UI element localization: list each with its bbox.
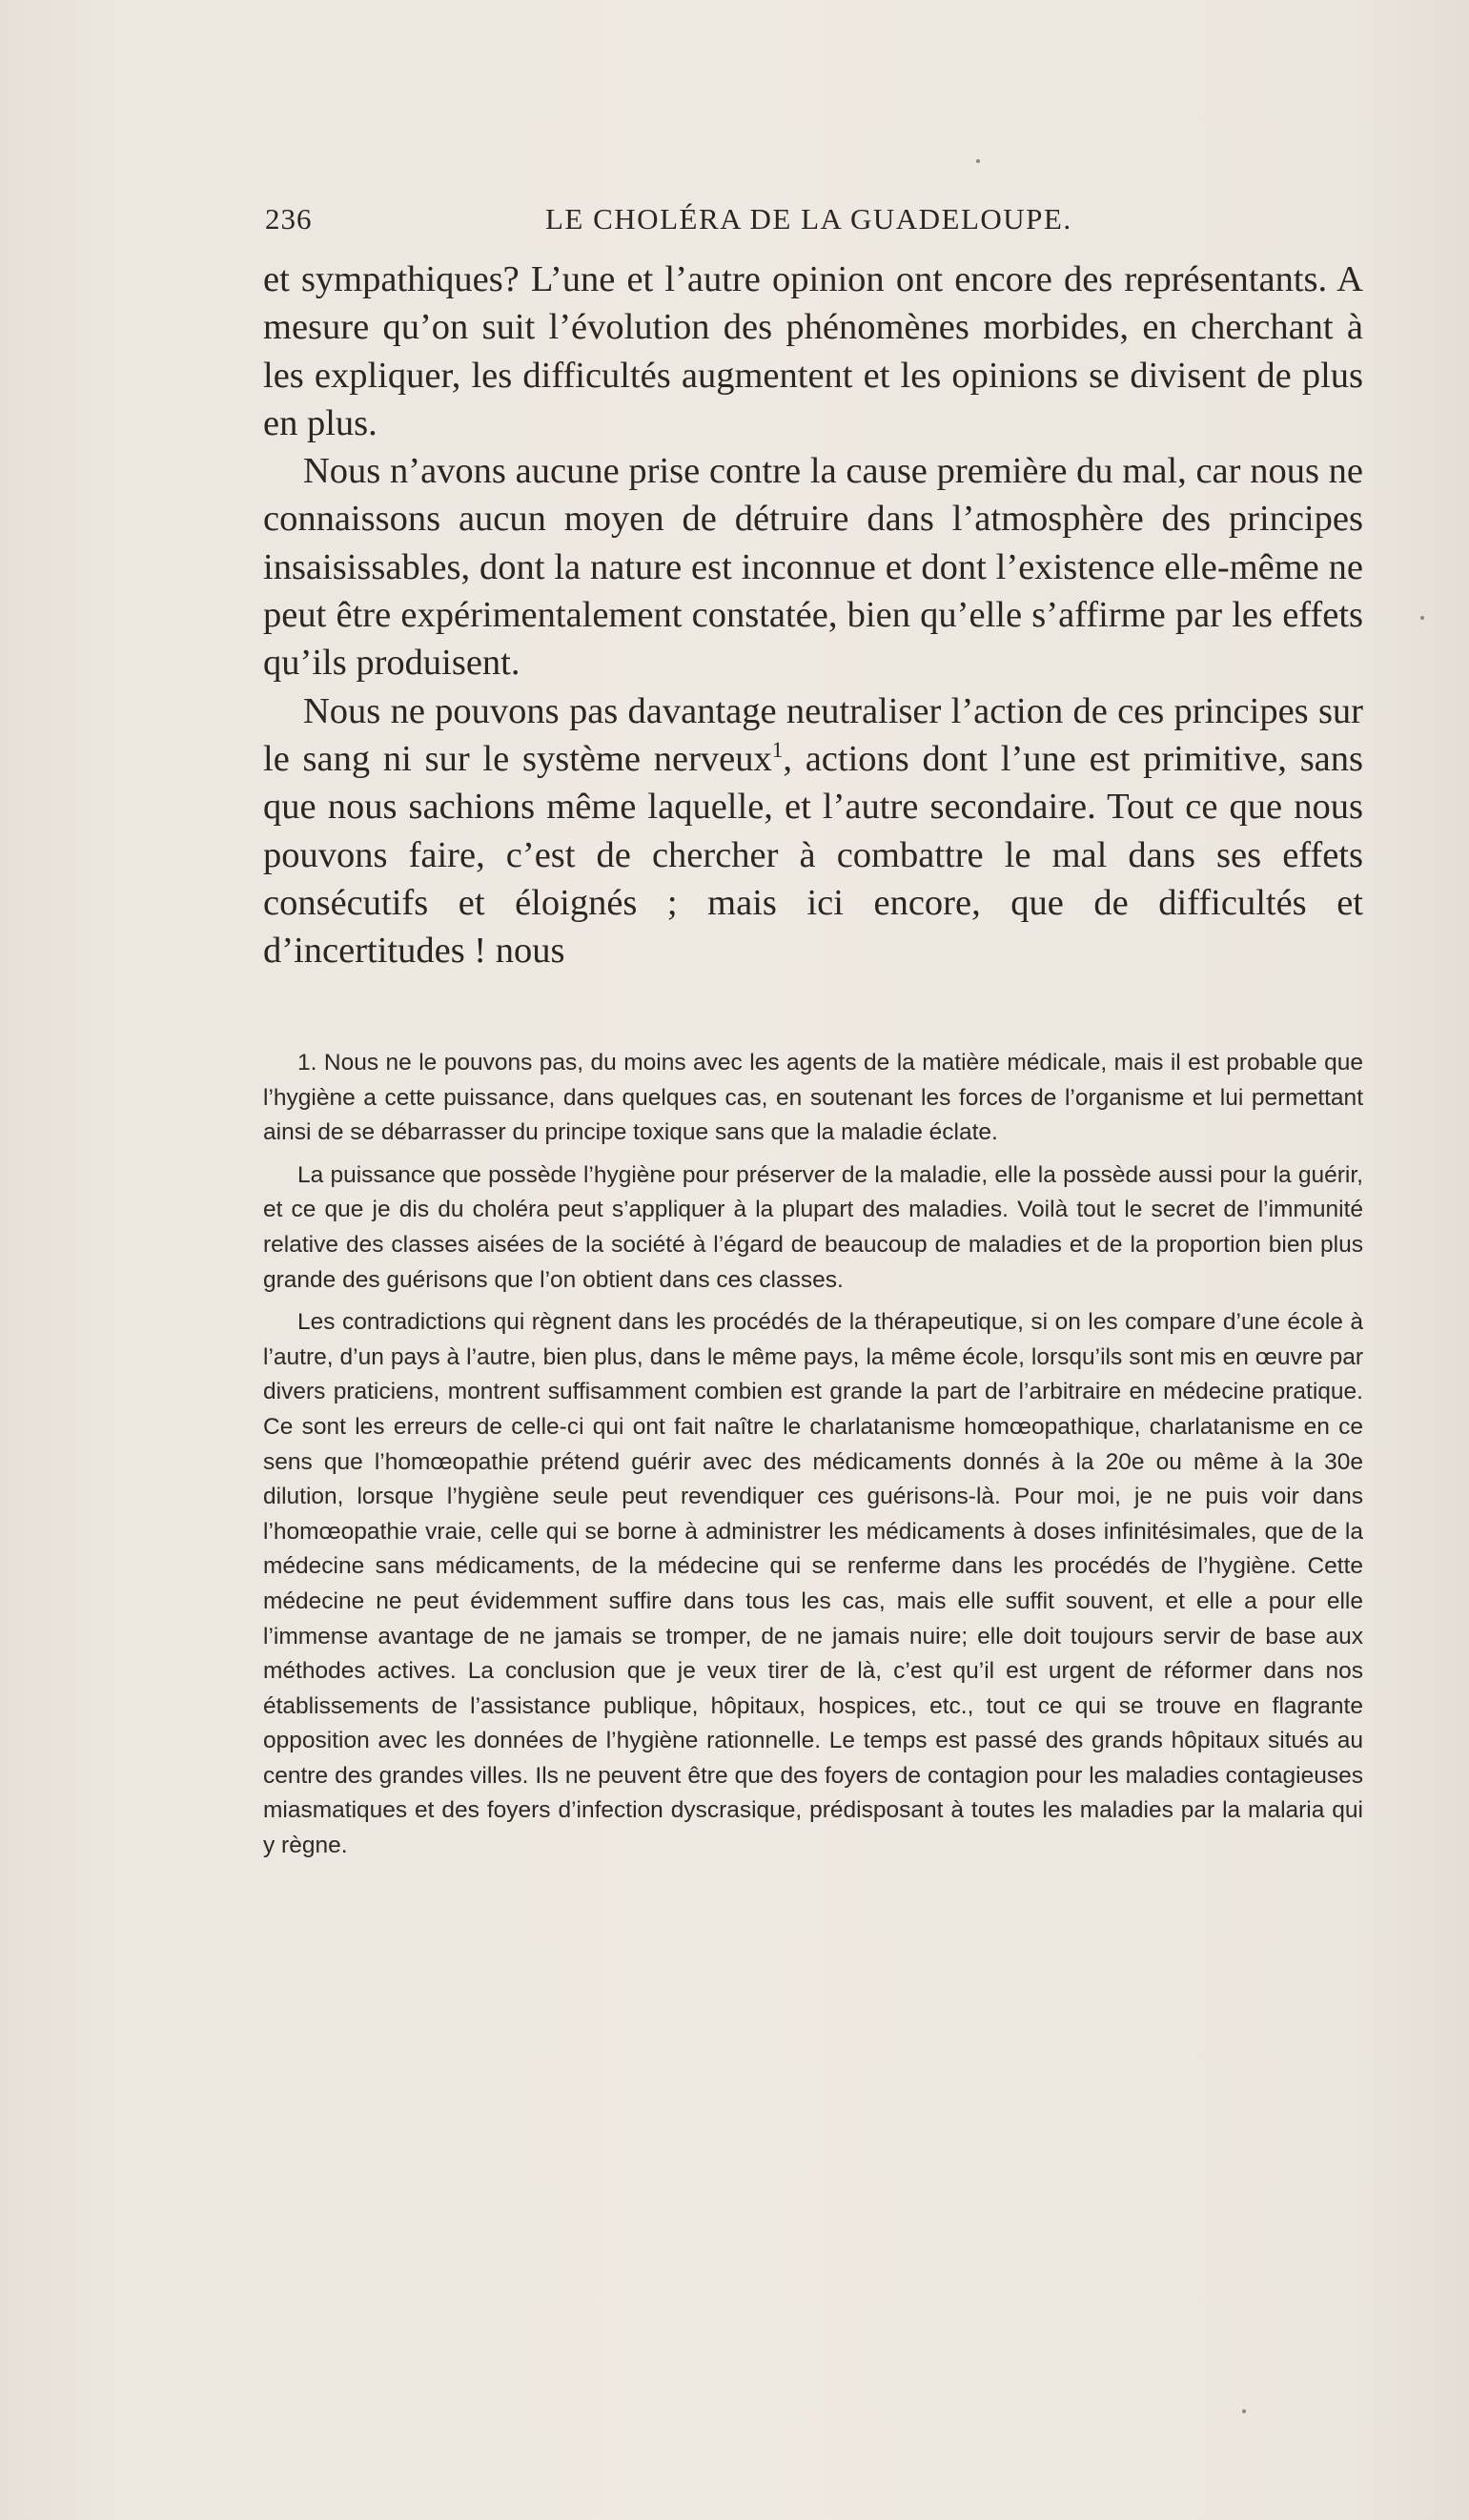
paragraph-3: [263, 687, 1363, 975]
footnote-reference: 1: [771, 737, 784, 763]
paragraph-3-text-a: Nous ne pouvons pas davantage neutraliser l’action de ces principes sur le sang ni sur le système nerveux: [263, 690, 1363, 779]
footnote-paragraph-3: Les contradictions qui règnent dans les procédés de la thérapeutique, si on les compare d’une école à l’autre, d’un pays à l’autre, bien plus, dans le même pays, la même école, lorsqu’ils sont mis en œuvre par divers praticiens, montrent suffisamment combien est grande la part de l’arbitraire en médecine pratique. Ce sont les erreurs de celle-ci qui ont fait naître le charlatanisme homœopathique, charlatanisme en ce sens que l’homœopathie prétend guérir avec des médicaments donnés à la 20e ou même à la 30e dilution, lorsque l’hygiène seule peut revendiquer ces guérisons-là. Pour moi, je ne puis voir dans l’homœopathie vraie, celle qui se borne à administrer les médicaments à doses infinitésimales, que de la médecine sans médicaments, de la médecine qui se renferme dans les procédés de l’hygiène. Cette médecine ne peut évidemment suffire dans tous les cas, mais elle suffit souvent, et elle a pour elle l’immense avantage de ne jamais se tromper, de ne jamais nuire; elle doit toujours servir de base aux méthodes actives. La conclusion que je veux tirer de là, c’est qu’il est urgent de réformer dans nos établissements de l’assistance publique, hôpitaux, hospices, etc., tout ce qui se trouve en flagrante opposition avec les données de l’hygiène rationnelle. Le temps est passé des grands hôpitaux situés au centre des grandes villes. Ils ne peuvent être que des foyers de contagion pour les maladies contagieuses miasmatiques et des foyers d’infection dyscrasique, prédisposant à toutes les maladies par la malaria qui y règne.: [263, 1309, 1363, 1859]
paper-speck: [976, 159, 980, 163]
paragraph-3-text-b: , actions dont l’une est primitive, sans que nous sachions même laquelle, et l’autre secondaire. Tout ce que nous pouvons faire, c’est de chercher à combattre le mal dans ses effets consécutifs et éloignés ; mais ici encore, que de difficultés et d’incertitudes ! nous: [263, 738, 1363, 972]
footnote-1: 1. Nous ne le pouvons pas, du moins avec les agents de la matière médicale, mais il est probable que l’hygiène a cette puissance, dans quelques cas, en soutenant les forces de l’organisme et lui permettant ainsi de se débarrasser du principe toxique sans que la maladie éclate.: [263, 1050, 1363, 1146]
main-text: [263, 256, 1363, 974]
paragraph-2: Nous n’avons aucune prise contre la cause première du mal, car nous ne connaissons aucun moyen de détruire dans l’atmosphère des principes insaisissables, dont la nature est inconnue et dont l’existence elle-même ne peut être expérimentalement constatée, bien qu’elle s’affirme par les effets qu’ils produisent.: [263, 451, 1363, 684]
footnotes: [263, 1046, 1363, 1864]
paper-speck: [1420, 616, 1424, 620]
paragraph-1: et sympathiques? L’une et l’autre opinion ont encore des représentants. A mesure qu’on suit l’évolution des phénomènes morbides, en cherchant à les expliquer, les difficultés augmentent et les opinions se divisent de plus en plus.: [263, 259, 1363, 443]
running-title: LE CHOLÉRA DE LA GUADELOUPE.: [545, 202, 1072, 236]
footnote-paragraph-2: La puissance que possède l’hygiène pour préserver de la maladie, elle la possède aussi pour la guérir, et ce que je dis du choléra peut s’appliquer à la plupart des maladies. Voilà tout le secret de l’immunité relative des classes aisées de la société à l’égard de beaucoup de maladies et de la proportion bien plus grande des guérisons que l’on obtient dans ces classes.: [263, 1161, 1363, 1293]
page-header: [265, 202, 1218, 250]
paper-speck: [1242, 2409, 1246, 2413]
page-number: 236: [265, 202, 313, 236]
